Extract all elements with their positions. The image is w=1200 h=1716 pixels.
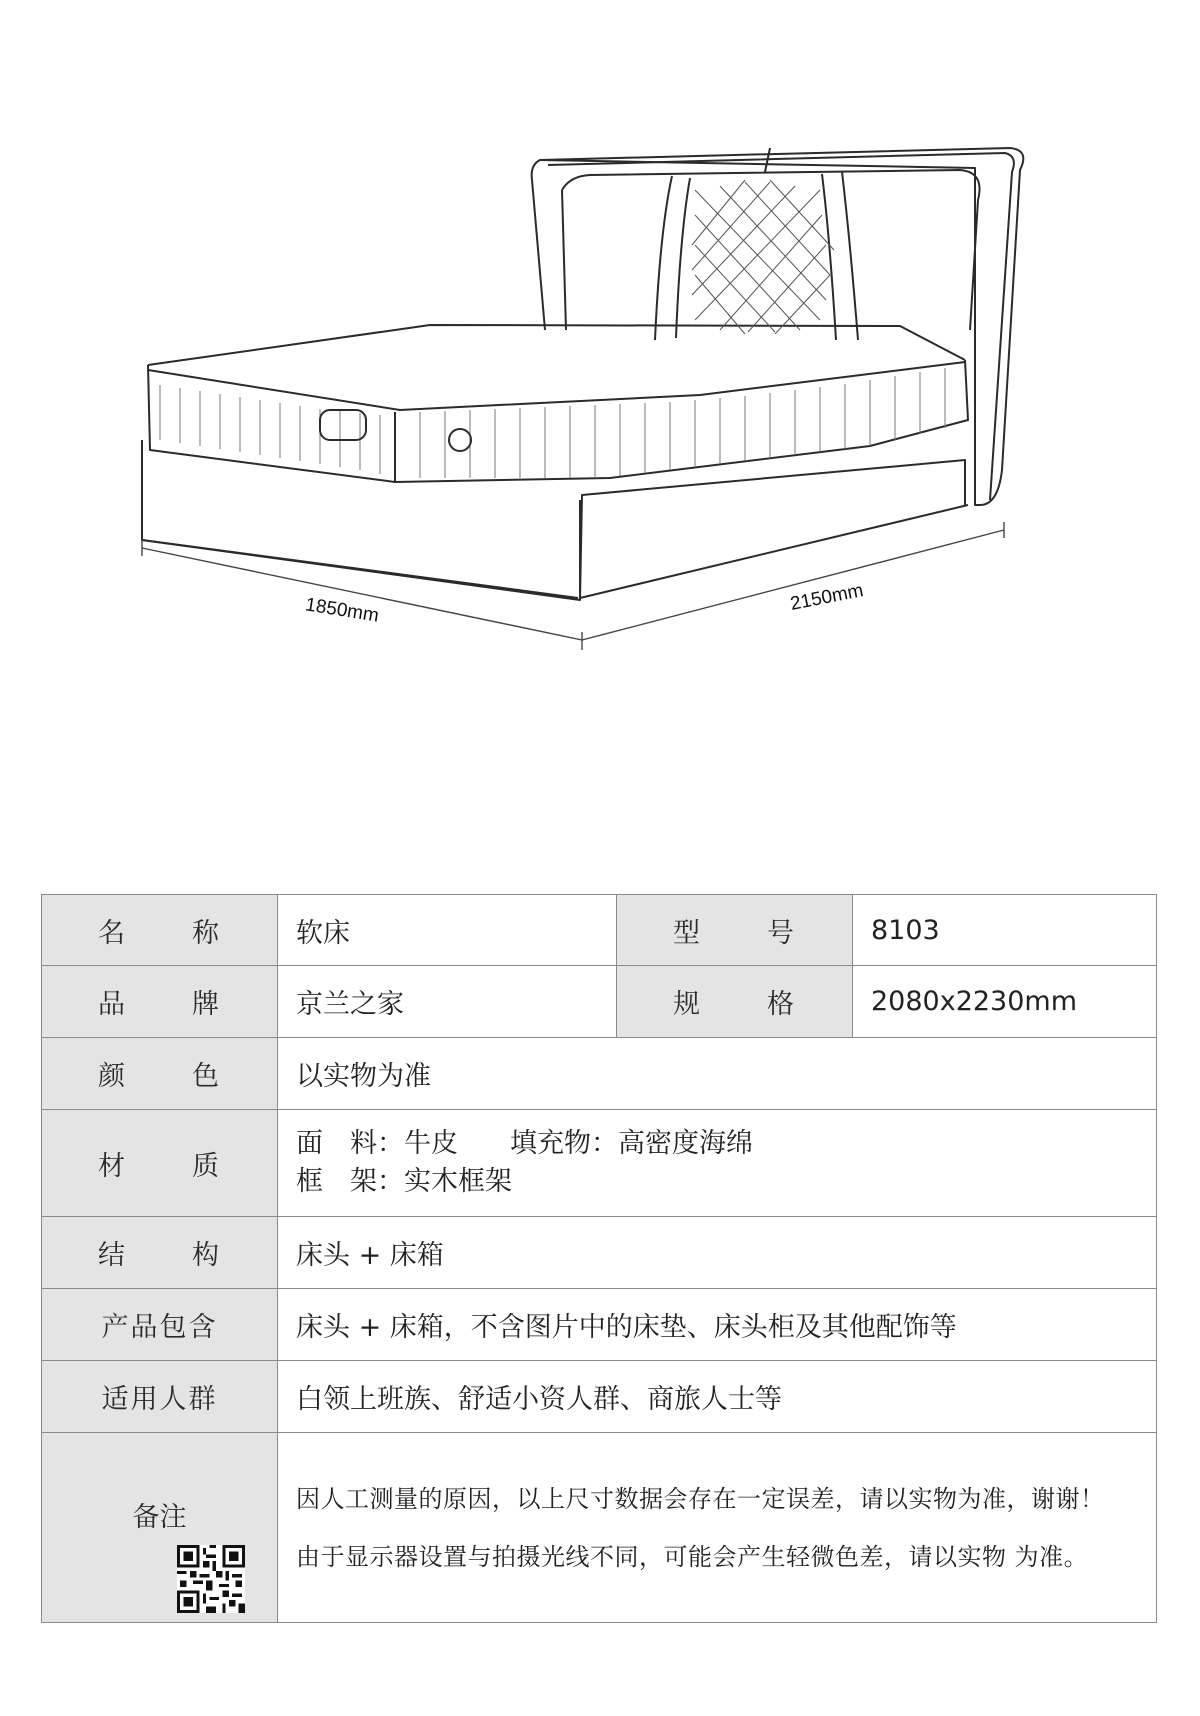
name-label: 名 称 (42, 895, 278, 966)
width-dimension-label: 1850mm (303, 594, 381, 627)
color-value: 以实物为准 (278, 1038, 1157, 1110)
length-dimension-label: 2150mm (788, 580, 866, 615)
structure-value: 床头 + 床箱 (278, 1217, 1157, 1289)
table-row (42, 966, 1157, 1038)
audience-label: 适用人群 (42, 1361, 278, 1433)
spec-table (41, 894, 1157, 1623)
table-row (42, 1217, 1157, 1289)
notes-value (278, 1433, 1157, 1623)
mattress-badge (320, 410, 366, 440)
brand-value: 京兰之家 (278, 966, 617, 1038)
model-value: 8103 (853, 895, 1157, 966)
material-value: 面 料：牛皮 填充物：高密度海绵 框 架：实木框架 (278, 1110, 1157, 1217)
table-row (42, 1433, 1157, 1623)
bed-line-drawing (0, 0, 1200, 700)
contents-label: 产品包含 (42, 1289, 278, 1361)
contents-value: 床头 + 床箱，不含图片中的床垫、床头柜及其他配饰等 (278, 1289, 1157, 1361)
audience-value: 白领上班族、舒适小资人群、商旅人士等 (278, 1361, 1157, 1433)
note-line-2: 由于显示器设置与拍摄光线不同，可能会产生轻微色差，请以实物 为准。 (296, 1542, 1089, 1571)
table-row (42, 1038, 1157, 1110)
notes-label: 备注 (42, 1433, 278, 1623)
model-label: 型 号 (617, 895, 853, 966)
table-row (42, 1110, 1157, 1217)
table-row (42, 895, 1157, 966)
note-line-1: 因人工测量的原因，以上尺寸数据会存在一定误差，请以实物为准，谢谢！ (296, 1484, 1105, 1513)
table-row (42, 1361, 1157, 1433)
size-label: 规 格 (617, 966, 853, 1038)
name-value: 软床 (278, 895, 617, 966)
brand-label: 品 牌 (42, 966, 278, 1038)
size-value: 2080x2230mm (853, 966, 1157, 1038)
color-label: 颜 色 (42, 1038, 278, 1110)
material-label: 材 质 (42, 1110, 278, 1217)
structure-label: 结 构 (42, 1217, 278, 1289)
qr-code-icon (177, 1545, 245, 1613)
table-row (42, 1289, 1157, 1361)
